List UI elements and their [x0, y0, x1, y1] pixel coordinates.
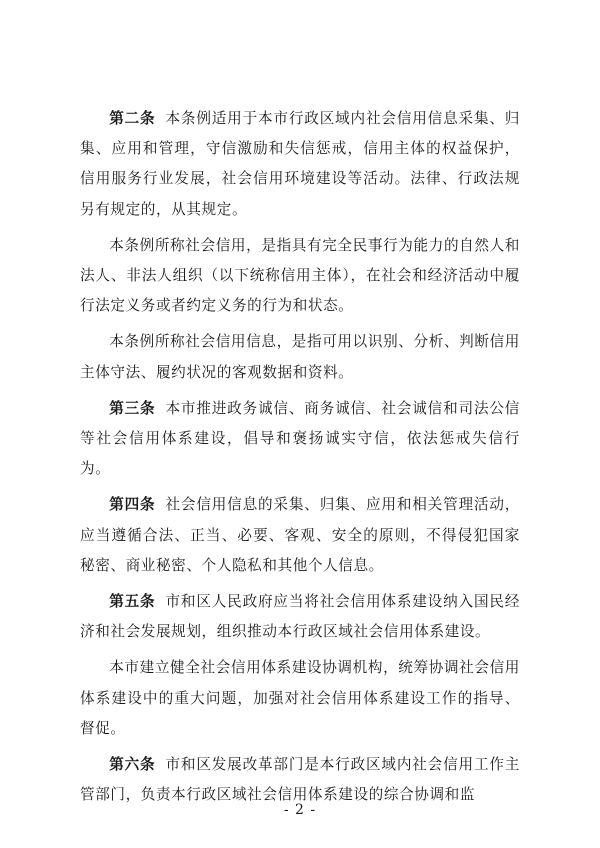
article-number: 第四条 — [109, 496, 156, 514]
paragraph-text: 本市建立健全社会信用体系建设协调机构，统筹协调社会信用体系建设中的重大问题，加强对社会信用体系建设工作的指导、督促。 — [80, 659, 520, 737]
paragraph-text: 社会信用信息的采集、归集、应用和相关管理活动，应当遵循合法、正当、必要、客观、安全的原则，不得侵犯国家秘密、商业秘密、个人隐私和其他个人信息。 — [80, 496, 520, 574]
paragraph-coordination-mechanism — [80, 653, 520, 744]
paragraph-article-3 — [80, 394, 520, 485]
paragraph-credit-info-definition — [80, 327, 520, 387]
paragraph-text: 本条例所称社会信用信息，是指可用以识别、分析、判断信用主体守法、履约状况的客观数据和资料。 — [80, 333, 520, 381]
article-number: 第三条 — [109, 399, 156, 417]
paragraph-social-credit-definition — [80, 231, 520, 322]
paragraph-text: 本条例适用于本市行政区域内社会信用信息采集、归集、应用和管理，守信激励和失信惩戒，信用主体的权益保护，信用服务行业发展，社会信用环境建设等活动。法律、行政法规另有规定的，从其规定。 — [80, 110, 520, 218]
paragraph-text: 市和区人民政府应当将社会信用体系建设纳入国民经济和社会发展规划，组织推动本行政区域社会信用体系建设。 — [80, 593, 520, 641]
article-number: 第五条 — [109, 593, 156, 611]
paragraph-text: 本市推进政务诚信、商务诚信、社会诚信和司法公信等社会信用体系建设，倡导和褒扬诚实守信，依法惩戒失信行为。 — [80, 399, 520, 478]
paragraph-article-5 — [80, 587, 520, 647]
article-number: 第二条 — [109, 110, 156, 127]
paragraph-text: 本条例所称社会信用，是指具有完全民事行为能力的自然人和法人、非法人组织（以下统称信用主体），在社会和经济活动中履行法定义务或者约定义务的行为和状态。 — [80, 236, 520, 315]
article-number: 第六条 — [109, 756, 156, 774]
paragraph-article-4 — [80, 490, 520, 581]
paragraph-article-2 — [80, 104, 520, 225]
paragraph-text: 市和区发展改革部门是本行政区域内社会信用工作主管部门，负责本行政区域社会信用体系建设的综合协调和监 — [80, 756, 520, 804]
page-number: - 2 - — [283, 802, 317, 818]
document-body — [80, 104, 520, 816]
